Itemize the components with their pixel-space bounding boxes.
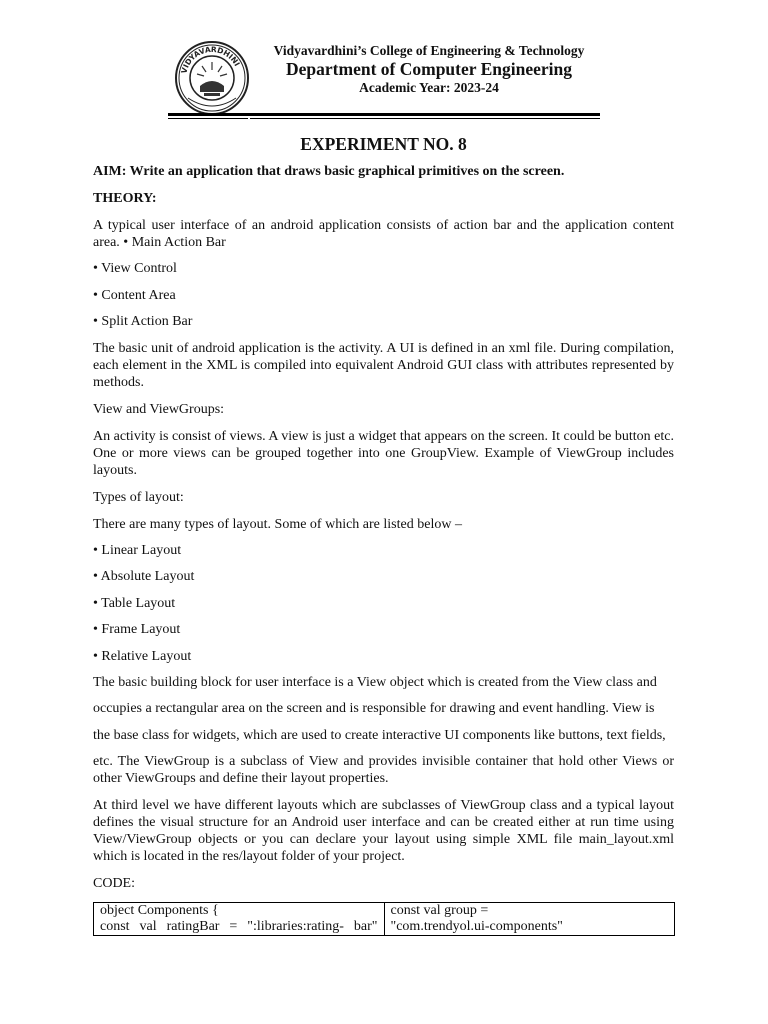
paragraph-activity: The basic unit of android application is the activity. A UI is defined in an xml file. During compilation, each element in the XML is compiled into equivalent Android GUI class with attributes represented by methods. [93, 340, 674, 390]
paragraph-layout-types: There are many types of layout. Some of which are listed below – [93, 516, 462, 532]
college-name: Vidyavardhini’s College of Engineering & Technology [273, 43, 585, 58]
code-cell-left [94, 902, 385, 935]
aim-statement: AIM: Write an application that draws basic graphical primitives on the screen. [93, 164, 565, 179]
code-line: const val ratingBar = ":libraries:rating- bar" [100, 918, 378, 934]
logo-text: VIDYAVARDHINI [179, 44, 242, 75]
paragraph-layouts: At third level we have different layouts which are subclasses of ViewGroup class and a typical layout defines the visual structure for an Android user interface and can be created either at run time using View/ViewGroup objects or you can declare your layout using simple XML file main_layout.xml which is located in the res/layout folder of your project. [93, 797, 674, 864]
list-item: • View Control [93, 261, 177, 276]
code-cell-right [384, 902, 675, 935]
academic-year: Academic Year: 2023-24 [359, 80, 499, 95]
paragraph-views: An activity is consist of views. A view is just a widget that appears on the screen. It could be button etc. One or more views can be grouped together into one GroupView. Example of ViewGroup includes layouts. [93, 428, 674, 478]
paragraph-ui-overview: A typical user interface of an android application consists of action bar and the application content area. • Main Action Bar [93, 218, 674, 250]
paragraph-line: the base class for widgets, which are used to create interactive UI components like buttons, text fields, [93, 727, 666, 743]
types-heading: Types of layout: [93, 489, 184, 505]
code-table [93, 902, 675, 936]
code-heading: CODE: [93, 875, 135, 891]
table-row [94, 902, 675, 935]
list-item: • Relative Layout [93, 648, 192, 664]
list-item: • Table Layout [93, 595, 176, 611]
paragraph-line: occupies a rectangular area on the screen and is responsible for drawing and event handling. View is [93, 701, 655, 717]
list-item: • Linear Layout [93, 542, 182, 558]
theory-heading: THEORY: [93, 191, 157, 206]
header-divider [168, 113, 600, 116]
view-heading: View and ViewGroups: [93, 401, 225, 417]
list-item: • Content Area [93, 287, 176, 303]
paragraph-line: The basic building block for user interface is a View object which is created from the View class and [93, 675, 657, 690]
header-divider-thin-left [168, 118, 248, 119]
document-header [168, 40, 600, 118]
code-line: "com.trendyol.ui-components" [390, 918, 563, 934]
header-divider-thin [250, 118, 600, 119]
list-item: • Absolute Layout [93, 569, 195, 584]
department-name: Department of Computer Engineering [286, 59, 572, 79]
paragraph-viewgroup: etc. The ViewGroup is a subclass of View and provides invisible container that hold other Views or other ViewGroups and define their layout properties. [93, 753, 674, 786]
experiment-title: EXPERIMENT NO. 8 [300, 134, 467, 154]
code-line: object Components { [100, 902, 219, 918]
college-logo-icon [174, 40, 250, 116]
code-line: const val group = [390, 902, 489, 918]
list-item: • Frame Layout [93, 622, 181, 637]
list-item: • Split Action Bar [93, 314, 193, 329]
document-body [93, 133, 674, 936]
header-text-block [258, 42, 600, 96]
